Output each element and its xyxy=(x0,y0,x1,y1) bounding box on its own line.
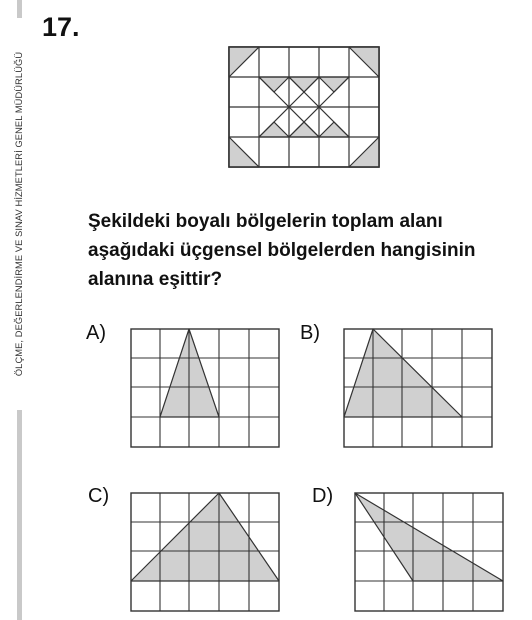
side-text-wrap xyxy=(9,18,29,410)
option-c-label[interactable]: C) xyxy=(88,485,110,507)
question-line: Şekildeki boyalı bölgelerin toplam alanı xyxy=(88,211,443,232)
question-number: 17. xyxy=(42,12,80,42)
question-line: alanına eşittir? xyxy=(88,269,223,290)
option-b-figure[interactable] xyxy=(343,328,493,448)
question-line: aşağıdaki üçgensel bölgelerden hangisinin xyxy=(88,240,476,261)
option-d-figure[interactable] xyxy=(354,492,504,612)
option-a-label[interactable]: A) xyxy=(86,322,106,344)
main-figure xyxy=(228,46,380,168)
option-b-label[interactable]: B) xyxy=(300,322,320,344)
question-text xyxy=(88,207,528,294)
option-d-label[interactable]: D) xyxy=(312,485,334,507)
publisher-text: ÖLÇME, DEĞERLENDİRME VE SINAV HİZMETLERİ GENEL MÜDÜRLÜĞÜ xyxy=(14,51,24,377)
option-c-figure[interactable] xyxy=(130,492,280,612)
option-a-figure[interactable] xyxy=(130,328,280,448)
